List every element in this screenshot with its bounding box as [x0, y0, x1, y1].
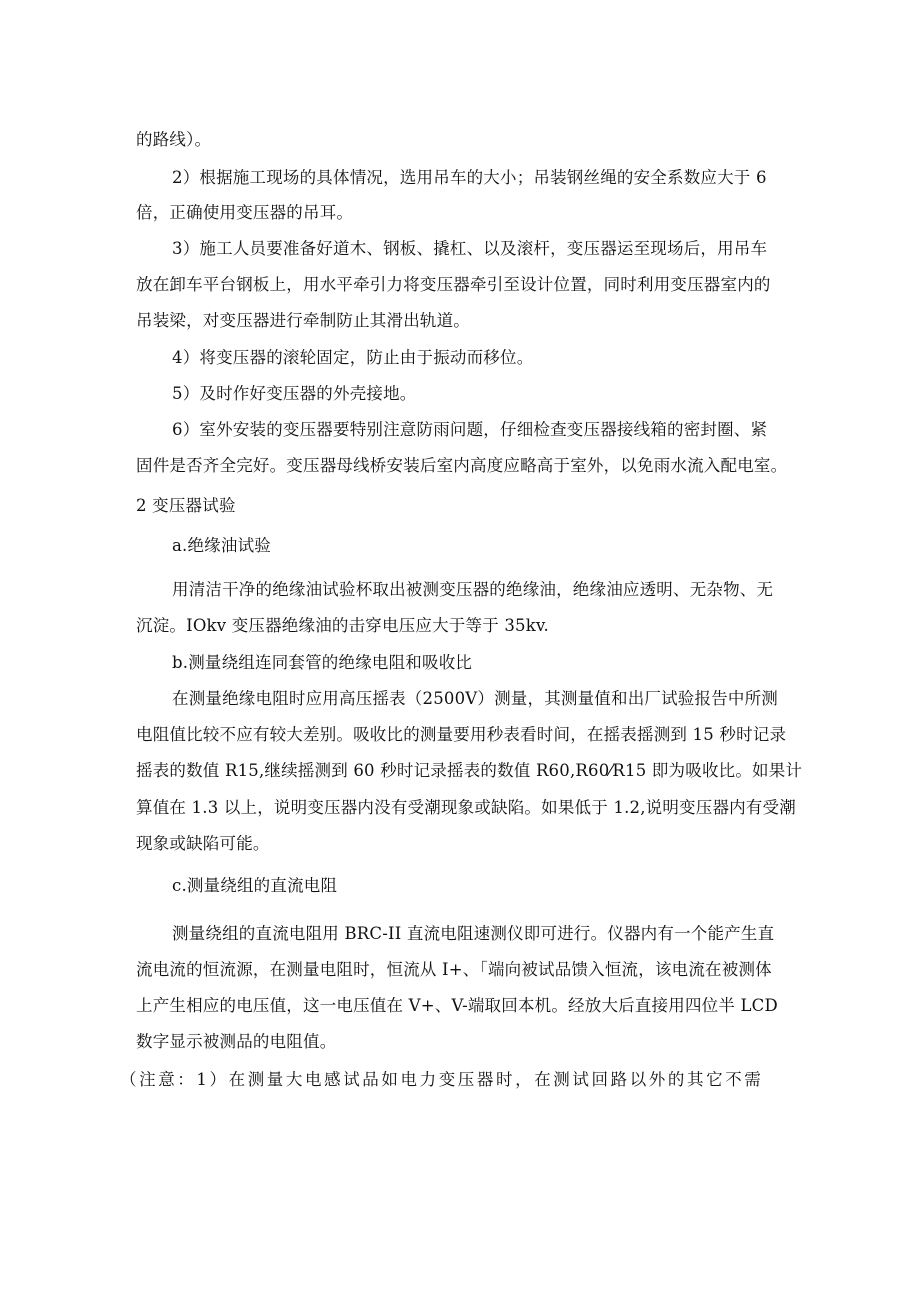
subsection-heading: a.绝缘油试验	[172, 536, 271, 555]
text-line: 测量绕组的直流电阻用 BRC-II 直流电阻速测仪即可进行。仪器内有一个能产生直	[172, 924, 775, 943]
text-line: 3）施工人员要准备好道木、钢板、撬杠、以及滚杆，变压器运至现场后，用吊车	[172, 239, 768, 258]
subsection-heading: c.测量绕组的直流电阻	[172, 876, 338, 895]
text-line: 数字显示被测品的电阻值。	[136, 1032, 337, 1051]
text-line: 固件是否齐全完好。变压器母线桥安装后室内高度应略高于室外，以免雨水流入配电室。	[136, 456, 788, 475]
text-line: 在测量绝缘电阻时应用高压摇表（2500V）测量，其测量值和出厂试验报告中所测	[172, 689, 779, 708]
subsection-heading: b.测量绕组连同套管的绝缘电阻和吸收比	[172, 653, 473, 672]
text-line: 算值在 1.3 以上，说明变压器内没有受潮现象或缺陷。如果低于 1.2,说明变压器内有受潮	[136, 798, 796, 817]
text-line: 用清洁干净的绝缘油试验杯取出被测变压器的绝缘油，绝缘油应透明、无杂物、无	[172, 580, 774, 599]
text-line: 放在卸车平台钢板上，用水平牵引力将变压器牵引至设计位置，同时利用变压器室内的	[136, 275, 771, 294]
section-heading: 2 变压器试验	[136, 496, 236, 515]
text-line: 5）及时作好变压器的外壳接地。	[172, 384, 417, 403]
text-line: 6）室外安装的变压器要特别注意防雨问题，仔细检查变压器接线箱的密封圈、紧	[172, 420, 768, 439]
text-line: 流电流的恒流源，在测量电阻时，恒流从 I+、「端向被试品馈入恒流，该电流在被测体	[136, 960, 772, 979]
text-line: 2）根据施工现场的具体情况，选用吊车的大小；吊装钢丝绳的安全系数应大于 6	[172, 168, 767, 187]
text-line: 吊装梁，对变压器进行牵制防止其滑出轨道。	[136, 311, 470, 330]
text-line: 倍，正确使用变压器的吊耳。	[136, 203, 354, 222]
text-line: 上产生相应的电压值，这一电压值在 V+、V-端取回本机。经放大后直接用四位半 LCD	[136, 996, 778, 1015]
note-line: （注意：1）在测量大电感试品如电力变压器时，在测试回路以外的其它不需	[120, 1070, 764, 1089]
text-line: 4）将变压器的滚轮固定，防止由于振动而移位。	[172, 348, 534, 367]
text-line: 的路线）。	[136, 130, 212, 149]
text-line: 现象或缺陷可能。	[136, 834, 270, 853]
text-line: 沉淀。IOkv 变压器绝缘油的击穿电压应大于等于 35kv.	[136, 616, 549, 635]
text-line: 电阻值比较不应有较大差别。吸收比的测量要用秒表看时间，在摇表摇测到 15 秒时记录	[136, 725, 787, 744]
text-line: 摇表的数值 R15,继续摇测到 60 秒时记录摇表的数值 R60,R60⁄R15 即为吸收比。如果计	[136, 761, 803, 780]
